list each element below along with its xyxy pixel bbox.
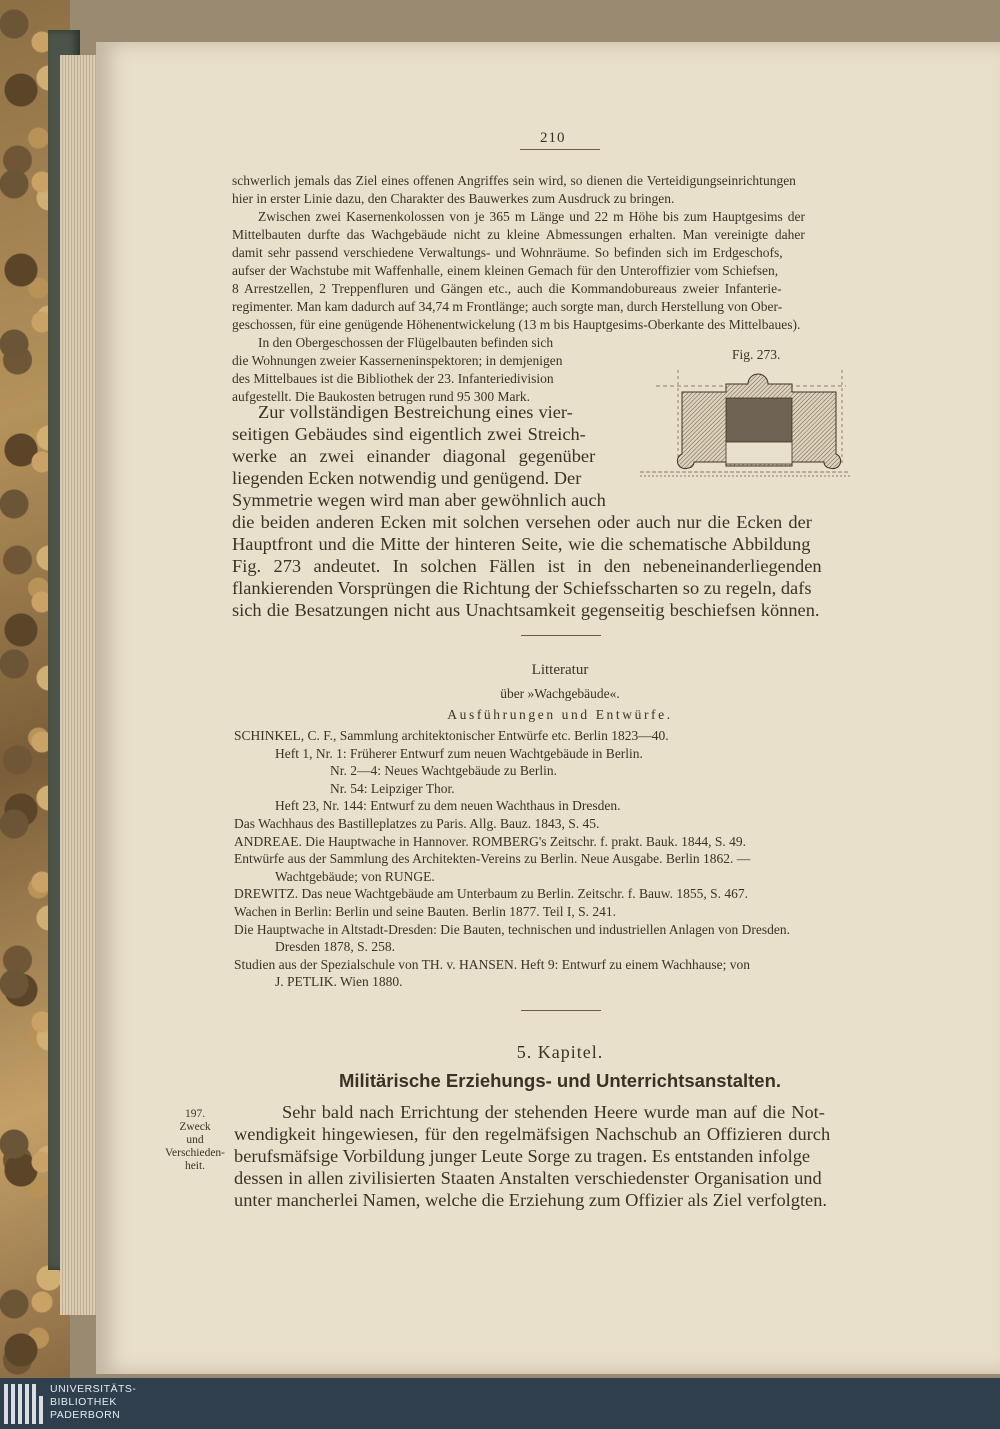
page-edges xyxy=(60,55,100,1315)
text-line: Sehr bald nach Errichtung der stehenden Heere wurde man auf die Not- xyxy=(282,1102,825,1122)
text-line: Symmetrie wegen wird man aber gewöhnlich auch xyxy=(232,490,606,510)
text-line: damit sehr passend verschiedene Verwaltungs- und Wohnräume. So befinden sich im Erdgeschofs, xyxy=(232,245,783,260)
literature-entry: Studien aus der Spezialschule von TH. v. HANSEN. Heft 9: Entwurf zu einem Wachhause; von xyxy=(234,956,751,972)
section-divider xyxy=(521,1010,601,1011)
literature-entry: Heft 1, Nr. 1: Früherer Entwurf zum neuen Wachtgebäude in Berlin. xyxy=(275,745,643,761)
literature-entry: Wachtgebäude; von RUNGE. xyxy=(275,868,435,884)
library-footer xyxy=(0,1378,1000,1429)
paragraph-3 xyxy=(232,334,562,406)
paragraph-4 xyxy=(232,401,822,621)
literature-entry: Die Hauptwache in Altstadt-Dresden: Die Bauten, technischen und industriellen Anlagen von Dresden. xyxy=(234,921,790,937)
page-number: 210 xyxy=(540,130,566,146)
text-line: aufser der Wachstube mit Waffenhalle, einem kleinen Gemach für den Unteroffizier vom Schiefsen, xyxy=(232,263,779,278)
literature-entry: ANDREAE. Die Hauptwache in Hannover. ROMBERG's Zeitschr. f. prakt. Bauk. 1844, S. 49. xyxy=(234,833,746,849)
literature-entry: Dresden 1878, S. 258. xyxy=(275,939,395,955)
text-line: aufgestellt. Die Baukosten betrugen rund 95 300 Mark. xyxy=(232,389,531,404)
text-line: Hauptfront und die Mitte der hinteren Seite, wie die schematische Abbildung xyxy=(232,534,811,554)
literature-entry: Nr. 2—4: Neues Wachtgebäude zu Berlin. xyxy=(330,763,557,779)
text-line: werke an zwei einander diagonal gegenüber xyxy=(232,446,596,466)
figure-label: Fig. 273. xyxy=(732,347,781,362)
library-logo-icon xyxy=(4,1384,44,1424)
text-line: seitigen Gebäudes sind eigentlich zwei Streich- xyxy=(232,424,586,444)
paragraph-2 xyxy=(232,208,805,334)
text-line: schwerlich jemals das Ziel eines offenen Angriffes sein wird, so dienen die Verteidigungseinrichtungen xyxy=(232,173,796,188)
library-logo-text xyxy=(50,1383,136,1422)
literature-section-title: Ausführungen und Entwürfe. xyxy=(447,707,673,722)
text-line: 8 Arrestzellen, 2 Treppenfluren und Gängen etc., auch die Kommandobureaus zweier Infanterie- xyxy=(232,281,782,296)
library-logo-line: BIBLIOTHEK xyxy=(50,1396,117,1408)
literature-entry: Das Wachhaus des Bastilleplatzes zu Paris. Allg. Bauz. 1843, S. 45. xyxy=(234,815,600,831)
text-line: flankierenden Vorsprüngen die Richtung der Schiefsscharten so zu regeln, dafs xyxy=(232,578,812,598)
page-number-rule xyxy=(520,149,600,150)
library-logo-line: UNIVERSITÄTS- xyxy=(50,1383,137,1395)
paragraph-1 xyxy=(232,172,796,208)
literature-subheading: über »Wachgebäude«. xyxy=(500,686,620,701)
text-line: wendigkeit hingewiesen, für den regelmäfsigen Nachschub an Offizieren durch xyxy=(234,1124,831,1144)
library-logo-line: PADERBORN xyxy=(50,1409,121,1421)
chapter-title: Militärische Erziehungs- und Unterrichtsanstalten. xyxy=(338,1070,782,1091)
margin-note-line: und xyxy=(186,1134,204,1146)
literature-list xyxy=(234,727,890,991)
text-line: regimenter. Man kam dadurch auf 34,74 m Frontlänge; auch sorgte man, durch Herstellung von Ober- xyxy=(232,299,783,314)
literature-entry: Heft 23, Nr. 144: Entwurf zu dem neuen Wachthaus in Dresden. xyxy=(275,798,621,814)
literature-entry: DREWITZ. Das neue Wachtgebäude am Unterbaum zu Berlin. Zeitschr. f. Bauw. 1855, S. 467. xyxy=(234,886,749,902)
text-line: Fig. 273 andeutet. In solchen Fällen ist in den nebeneinanderliegenden xyxy=(232,556,822,576)
text-line: geschossen, für eine genügende Höhenentwickelung (13 m bis Hauptgesims-Oberkante des Mittelbaues). xyxy=(232,317,801,332)
margin-note-line: heit. xyxy=(184,1160,206,1172)
text-line: unter mancherlei Namen, welche die Erziehung zum Offizier als Ziel verfolgten. xyxy=(234,1190,828,1210)
literature-entry: SCHINKEL, C. F., Sammlung architektonischer Entwürfe etc. Berlin 1823—40. xyxy=(234,728,669,743)
margin-note-line: Zweck xyxy=(179,1121,211,1133)
literature-entry: J. PETLIK. Wien 1880. xyxy=(275,974,403,990)
literature-entry: Entwürfe aus der Sammlung des Architekten-Vereins zu Berlin. Neue Ausgabe. Berlin 1862. — xyxy=(234,851,751,867)
text-line: die Wohnungen zweier Kasserneninspektoren; in demjenigen xyxy=(232,353,563,368)
text-line: berufsmäfsige Vorbildung junger Leute Sorge zu tragen. Es entstanden infolge xyxy=(234,1146,811,1166)
text-line: die beiden anderen Ecken mit solchen versehen oder auch nur die Ecken der xyxy=(232,512,812,532)
margin-note xyxy=(150,1108,240,1173)
literature-entry: Wachen in Berlin: Berlin und seine Bauten. Berlin 1877. Teil I, S. 241. xyxy=(234,903,617,919)
margin-note-line: 197. xyxy=(184,1108,206,1120)
paragraph-5 xyxy=(234,1101,830,1211)
section-divider xyxy=(521,635,601,636)
text-line: liegenden Ecken notwendig und genügend. Der xyxy=(232,468,582,488)
text-line: In den Obergeschossen der Flügelbauten befinden sich xyxy=(258,335,554,350)
text-line: Zwischen zwei Kasernenkolossen von je 365 m Länge und 22 m Höhe bis zum Hauptgesims der xyxy=(258,209,806,224)
literature-heading: Litteratur xyxy=(531,662,589,678)
margin-note-line: Verschieden- xyxy=(164,1147,226,1159)
text-line: dessen in allen zivilisierten Staaten Anstalten verschiedenster Organisation und xyxy=(234,1168,822,1188)
text-line: Mittelbauten durfte das Wachgebäude nicht zu kleine Abmessungen erhalten. Man vereinigte daher xyxy=(232,227,805,242)
literature-entry: Nr. 54: Leipziger Thor. xyxy=(330,780,455,796)
text-line: sich die Besatzungen nicht aus Unachtsamkeit gegenseitig beschiefsen können. xyxy=(232,600,820,620)
text-line: des Mittelbaues ist die Bibliothek der 23. Infanteriedivision xyxy=(232,371,554,386)
chapter-number: 5. Kapitel. xyxy=(516,1042,604,1062)
text-line: hier in erster Linie dazu, den Charakter des Bauwerkes zum Ausdruck zu bringen. xyxy=(232,191,675,206)
text-line: Zur vollständigen Bestreichung eines vier- xyxy=(258,402,573,422)
